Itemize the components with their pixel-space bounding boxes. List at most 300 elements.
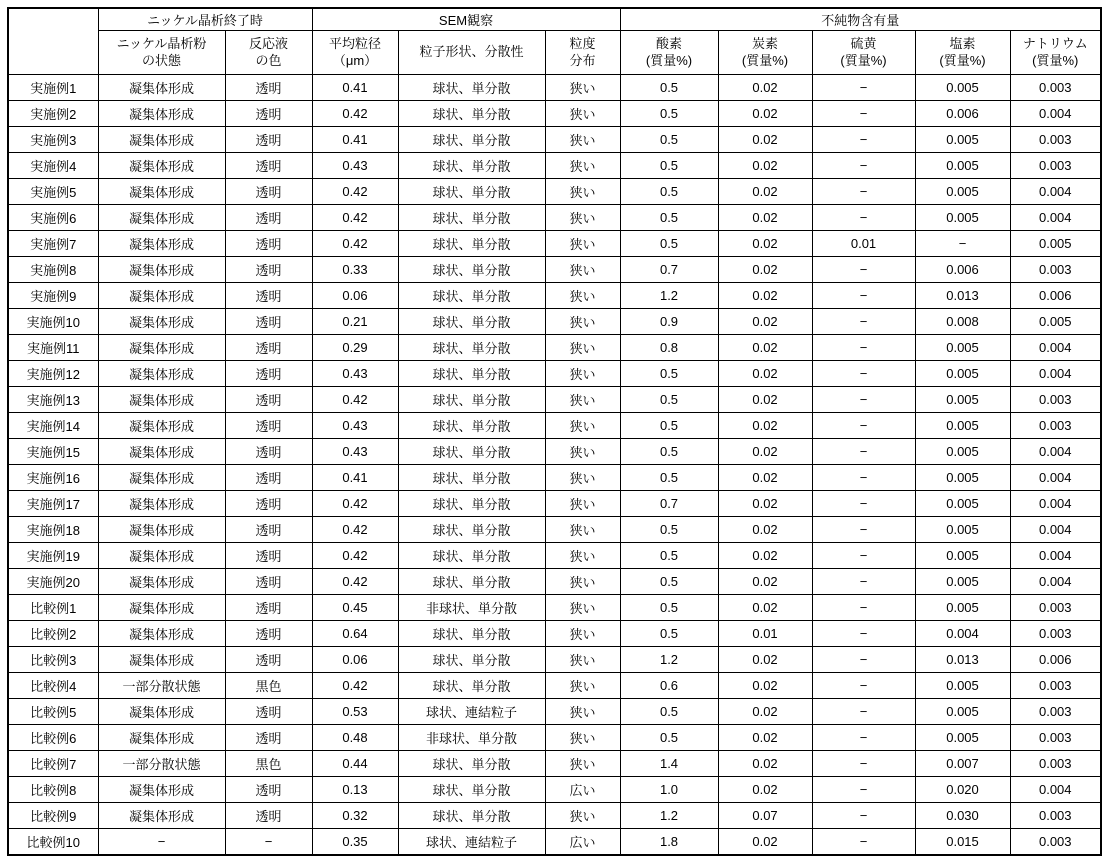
cell-size-distribution: 狭い [545,543,620,569]
cell-avg-particle-size: 0.44 [312,751,398,777]
cell-chlorine: 0.015 [915,829,1010,856]
row-label: 実施例19 [8,543,98,569]
cell-chlorine: 0.020 [915,777,1010,803]
column-header-oxygen [620,31,718,75]
cell-size-distribution: 狭い [545,75,620,101]
column-header-label: ニッケル晶析粉 [116,35,207,51]
cell-powder-state: 凝集体形成 [98,101,225,127]
cell-solution-color: 透明 [225,699,312,725]
cell-powder-state: 凝集体形成 [98,387,225,413]
cell-chlorine: 0.005 [915,595,1010,621]
cell-sulfur: − [812,517,915,543]
cell-oxygen: 0.5 [620,127,718,153]
cell-avg-particle-size: 0.06 [312,283,398,309]
row-label: 比較例1 [8,595,98,621]
column-header-label: 粒度 [569,35,596,51]
cell-size-distribution: 狭い [545,699,620,725]
table-row [8,699,1101,725]
cell-oxygen: 1.4 [620,751,718,777]
cell-particle-shape-dispersion: 球状、単分散 [398,257,545,283]
cell-powder-state: 凝集体形成 [98,205,225,231]
header-group-impurity-content: 不純物含有量 [620,8,1101,31]
cell-avg-particle-size: 0.48 [312,725,398,751]
cell-sodium: 0.003 [1010,413,1101,439]
cell-sodium: 0.005 [1010,231,1101,257]
cell-oxygen: 1.0 [620,777,718,803]
row-label: 実施例14 [8,413,98,439]
cell-carbon: 0.07 [718,803,812,829]
cell-sulfur: − [812,621,915,647]
cell-chlorine: 0.008 [915,309,1010,335]
cell-chlorine: 0.005 [915,75,1010,101]
cell-chlorine: 0.005 [915,335,1010,361]
cell-sodium: 0.004 [1010,465,1101,491]
cell-sulfur: 0.01 [812,231,915,257]
table-row [8,413,1101,439]
table-row [8,725,1101,751]
cell-avg-particle-size: 0.42 [312,491,398,517]
row-label: 比較例8 [8,777,98,803]
cell-sodium: 0.004 [1010,101,1101,127]
cell-carbon: 0.02 [718,387,812,413]
cell-powder-state: 凝集体形成 [98,231,225,257]
cell-solution-color: 透明 [225,283,312,309]
cell-solution-color: 透明 [225,413,312,439]
column-header-avg-particle-size [312,31,398,75]
cell-particle-shape-dispersion: 球状、単分散 [398,543,545,569]
cell-size-distribution: 狭い [545,205,620,231]
column-header-label: ナトリウム [1022,35,1088,51]
cell-carbon: 0.02 [718,647,812,673]
cell-size-distribution: 狭い [545,491,620,517]
cell-avg-particle-size: 0.06 [312,647,398,673]
cell-size-distribution: 広い [545,777,620,803]
cell-sulfur: − [812,335,915,361]
cell-particle-shape-dispersion: 球状、単分散 [398,101,545,127]
cell-solution-color: 透明 [225,179,312,205]
cell-chlorine: 0.005 [915,413,1010,439]
cell-oxygen: 0.5 [620,387,718,413]
cell-sulfur: − [812,127,915,153]
cell-solution-color: 透明 [225,439,312,465]
cell-size-distribution: 狭い [545,595,620,621]
cell-size-distribution: 狭い [545,257,620,283]
cell-sodium: 0.004 [1010,439,1101,465]
cell-oxygen: 0.8 [620,335,718,361]
cell-chlorine: 0.005 [915,673,1010,699]
column-header-chlorine [915,31,1010,75]
cell-carbon: 0.02 [718,439,812,465]
row-label: 比較例5 [8,699,98,725]
cell-sulfur: − [812,803,915,829]
column-header-label: の色 [255,52,282,68]
column-header-sodium [1010,31,1101,75]
cell-solution-color: 透明 [225,361,312,387]
column-header-sulfur [812,31,915,75]
table-row [8,543,1101,569]
cell-carbon: 0.02 [718,309,812,335]
cell-carbon: 0.02 [718,75,812,101]
cell-particle-shape-dispersion: 球状、単分散 [398,283,545,309]
table-row [8,491,1101,517]
column-header-size-distribution [545,31,620,75]
cell-particle-shape-dispersion: 球状、単分散 [398,387,545,413]
cell-powder-state: 凝集体形成 [98,595,225,621]
cell-carbon: 0.02 [718,283,812,309]
cell-size-distribution: 狭い [545,335,620,361]
cell-oxygen: 0.5 [620,439,718,465]
cell-sodium: 0.003 [1010,751,1101,777]
cell-sodium: 0.003 [1010,153,1101,179]
cell-particle-shape-dispersion: 球状、単分散 [398,491,545,517]
cell-size-distribution: 狭い [545,569,620,595]
cell-carbon: 0.02 [718,179,812,205]
cell-solution-color: 透明 [225,803,312,829]
column-header-label: (質量%) [840,52,887,68]
cell-carbon: 0.02 [718,491,812,517]
cell-solution-color: 透明 [225,491,312,517]
table-row [8,387,1101,413]
cell-powder-state: 凝集体形成 [98,413,225,439]
cell-carbon: 0.02 [718,569,812,595]
cell-powder-state: 一部分散状態 [98,673,225,699]
column-header-label: 炭素 [752,35,779,51]
cell-particle-shape-dispersion: 球状、単分散 [398,647,545,673]
table-row [8,569,1101,595]
table-row [8,75,1101,101]
cell-chlorine: 0.005 [915,205,1010,231]
cell-chlorine: 0.005 [915,153,1010,179]
table-row [8,751,1101,777]
cell-sulfur: − [812,777,915,803]
cell-sodium: 0.003 [1010,699,1101,725]
table-row [8,335,1101,361]
cell-sodium: 0.006 [1010,283,1101,309]
cell-powder-state: 凝集体形成 [98,647,225,673]
cell-chlorine: 0.006 [915,101,1010,127]
row-label: 実施例13 [8,387,98,413]
column-header-label: (質量%) [645,52,693,68]
cell-carbon: 0.02 [718,153,812,179]
cell-particle-shape-dispersion: 球状、単分散 [398,465,545,491]
cell-carbon: 0.02 [718,205,812,231]
cell-solution-color: 透明 [225,569,312,595]
cell-oxygen: 0.5 [620,231,718,257]
row-label: 実施例7 [8,231,98,257]
cell-powder-state: 凝集体形成 [98,777,225,803]
cell-sulfur: − [812,387,915,413]
cell-oxygen: 0.9 [620,309,718,335]
cell-carbon: 0.02 [718,413,812,439]
cell-oxygen: 1.2 [620,283,718,309]
cell-particle-shape-dispersion: 球状、単分散 [398,439,545,465]
column-header-label: 酸素 [656,35,683,51]
cell-particle-shape-dispersion: 球状、連結粒子 [398,699,545,725]
cell-chlorine: 0.005 [915,491,1010,517]
cell-avg-particle-size: 0.42 [312,543,398,569]
row-label: 比較例6 [8,725,98,751]
cell-size-distribution: 狭い [545,413,620,439]
cell-powder-state: 凝集体形成 [98,179,225,205]
row-label: 実施例6 [8,205,98,231]
cell-avg-particle-size: 0.21 [312,309,398,335]
table-row [8,101,1101,127]
table-row [8,205,1101,231]
cell-size-distribution: 狭い [545,465,620,491]
cell-avg-particle-size: 0.53 [312,699,398,725]
cell-particle-shape-dispersion: 球状、単分散 [398,413,545,439]
cell-powder-state: 凝集体形成 [98,803,225,829]
row-label: 実施例16 [8,465,98,491]
cell-solution-color: 透明 [225,647,312,673]
cell-avg-particle-size: 0.32 [312,803,398,829]
cell-particle-shape-dispersion: 球状、単分散 [398,205,545,231]
cell-powder-state: 凝集体形成 [98,257,225,283]
row-label: 実施例5 [8,179,98,205]
cell-oxygen: 0.5 [620,75,718,101]
cell-avg-particle-size: 0.42 [312,101,398,127]
cell-oxygen: 0.5 [620,569,718,595]
cell-chlorine: 0.005 [915,699,1010,725]
cell-chlorine: 0.005 [915,543,1010,569]
cell-size-distribution: 狭い [545,673,620,699]
cell-powder-state: 凝集体形成 [98,309,225,335]
cell-solution-color: 透明 [225,621,312,647]
column-header-powder-state [98,31,225,75]
cell-chlorine: 0.005 [915,517,1010,543]
cell-sodium: 0.004 [1010,361,1101,387]
cell-size-distribution: 狭い [545,751,620,777]
cell-sulfur: − [812,647,915,673]
cell-chlorine: 0.007 [915,751,1010,777]
cell-particle-shape-dispersion: 球状、単分散 [398,673,545,699]
row-label: 比較例4 [8,673,98,699]
cell-solution-color: 透明 [225,517,312,543]
cell-powder-state: 凝集体形成 [98,699,225,725]
results-table-body [8,75,1101,856]
cell-solution-color: 透明 [225,777,312,803]
cell-sulfur: − [812,673,915,699]
cell-oxygen: 1.2 [620,647,718,673]
cell-size-distribution: 狭い [545,361,620,387]
cell-avg-particle-size: 0.42 [312,569,398,595]
cell-particle-shape-dispersion: 球状、連結粒子 [398,829,545,856]
cell-particle-shape-dispersion: 球状、単分散 [398,361,545,387]
cell-chlorine: 0.004 [915,621,1010,647]
cell-avg-particle-size: 0.42 [312,231,398,257]
cell-carbon: 0.02 [718,231,812,257]
cell-chlorine: 0.006 [915,257,1010,283]
cell-sulfur: − [812,569,915,595]
cell-powder-state: 凝集体形成 [98,517,225,543]
cell-sulfur: − [812,101,915,127]
results-table [7,7,1102,856]
cell-avg-particle-size: 0.35 [312,829,398,856]
cell-oxygen: 1.8 [620,829,718,856]
cell-size-distribution: 狭い [545,179,620,205]
cell-sulfur: − [812,543,915,569]
row-label: 比較例10 [8,829,98,856]
cell-solution-color: 透明 [225,309,312,335]
cell-powder-state: 凝集体形成 [98,153,225,179]
cell-sodium: 0.003 [1010,803,1101,829]
cell-sodium: 0.005 [1010,309,1101,335]
cell-solution-color: 透明 [225,465,312,491]
cell-chlorine: 0.013 [915,283,1010,309]
column-header-label: (質量%) [939,52,986,68]
row-label: 比較例9 [8,803,98,829]
cell-solution-color: 透明 [225,127,312,153]
cell-sodium: 0.003 [1010,621,1101,647]
cell-sodium: 0.003 [1010,75,1101,101]
cell-oxygen: 0.7 [620,491,718,517]
cell-particle-shape-dispersion: 球状、単分散 [398,179,545,205]
row-label: 実施例2 [8,101,98,127]
cell-sulfur: − [812,205,915,231]
cell-avg-particle-size: 0.42 [312,517,398,543]
cell-sodium: 0.004 [1010,543,1101,569]
row-label: 実施例4 [8,153,98,179]
cell-oxygen: 0.7 [620,257,718,283]
cell-sodium: 0.003 [1010,127,1101,153]
cell-solution-color: 透明 [225,725,312,751]
cell-carbon: 0.02 [718,127,812,153]
cell-carbon: 0.01 [718,621,812,647]
row-label: 実施例15 [8,439,98,465]
cell-sodium: 0.006 [1010,647,1101,673]
cell-chlorine: 0.013 [915,647,1010,673]
table-row [8,829,1101,856]
cell-avg-particle-size: 0.13 [312,777,398,803]
cell-avg-particle-size: 0.43 [312,361,398,387]
cell-particle-shape-dispersion: 球状、単分散 [398,751,545,777]
cell-powder-state: 凝集体形成 [98,543,225,569]
table-row [8,257,1101,283]
cell-size-distribution: 狭い [545,621,620,647]
cell-sulfur: − [812,361,915,387]
cell-powder-state: 凝集体形成 [98,465,225,491]
cell-solution-color: 透明 [225,205,312,231]
cell-sulfur: − [812,413,915,439]
cell-solution-color: 透明 [225,75,312,101]
cell-solution-color: 黒色 [225,751,312,777]
table-row [8,127,1101,153]
header-column-row [8,31,1101,75]
cell-sulfur: − [812,439,915,465]
cell-carbon: 0.02 [718,257,812,283]
row-label: 実施例17 [8,491,98,517]
cell-carbon: 0.02 [718,101,812,127]
cell-sulfur: − [812,699,915,725]
cell-sodium: 0.003 [1010,257,1101,283]
corner-cell [8,8,98,75]
cell-size-distribution: 狭い [545,283,620,309]
cell-sulfur: − [812,465,915,491]
cell-sulfur: − [812,153,915,179]
cell-particle-shape-dispersion: 球状、単分散 [398,803,545,829]
cell-sulfur: − [812,829,915,856]
cell-powder-state: 凝集体形成 [98,439,225,465]
cell-sodium: 0.004 [1010,179,1101,205]
cell-particle-shape-dispersion: 球状、単分散 [398,777,545,803]
column-header-label: 粒子形状、分散性 [419,44,524,60]
cell-avg-particle-size: 0.41 [312,75,398,101]
table-header [8,8,1101,75]
cell-avg-particle-size: 0.42 [312,673,398,699]
cell-particle-shape-dispersion: 球状、単分散 [398,517,545,543]
cell-size-distribution: 狭い [545,803,620,829]
cell-oxygen: 0.5 [620,595,718,621]
table-row [8,803,1101,829]
cell-carbon: 0.02 [718,673,812,699]
cell-sodium: 0.004 [1010,491,1101,517]
cell-particle-shape-dispersion: 球状、単分散 [398,621,545,647]
cell-size-distribution: 狭い [545,231,620,257]
cell-sodium: 0.004 [1010,205,1101,231]
cell-oxygen: 0.5 [620,725,718,751]
cell-carbon: 0.02 [718,699,812,725]
column-header-label: 分布 [569,52,596,68]
cell-chlorine: − [915,231,1010,257]
row-label: 実施例3 [8,127,98,153]
cell-oxygen: 1.2 [620,803,718,829]
cell-carbon: 0.02 [718,777,812,803]
header-group-sem-observation: SEM観察 [312,8,620,31]
cell-avg-particle-size: 0.42 [312,205,398,231]
cell-size-distribution: 狭い [545,647,620,673]
column-header-label: (質量%) [1032,52,1079,68]
cell-solution-color: 透明 [225,595,312,621]
cell-particle-shape-dispersion: 球状、単分散 [398,127,545,153]
cell-particle-shape-dispersion: 球状、単分散 [398,569,545,595]
table-row [8,179,1101,205]
cell-size-distribution: 狭い [545,725,620,751]
cell-carbon: 0.02 [718,361,812,387]
cell-avg-particle-size: 0.43 [312,413,398,439]
cell-solution-color: − [225,829,312,856]
cell-size-distribution: 広い [545,829,620,856]
header-group-nickel-crystallization: ニッケル晶析終了時 [98,8,312,31]
cell-chlorine: 0.005 [915,569,1010,595]
cell-chlorine: 0.005 [915,179,1010,205]
cell-oxygen: 0.5 [620,179,718,205]
cell-size-distribution: 狭い [545,153,620,179]
cell-sodium: 0.003 [1010,725,1101,751]
cell-sulfur: − [812,257,915,283]
cell-sodium: 0.004 [1010,517,1101,543]
row-label: 実施例20 [8,569,98,595]
cell-chlorine: 0.005 [915,439,1010,465]
column-header-label: 塩素 [949,35,976,51]
cell-solution-color: 黒色 [225,673,312,699]
header-group-row [8,8,1101,31]
cell-solution-color: 透明 [225,387,312,413]
cell-size-distribution: 狭い [545,517,620,543]
cell-solution-color: 透明 [225,231,312,257]
table-row [8,777,1101,803]
cell-sulfur: − [812,179,915,205]
cell-avg-particle-size: 0.43 [312,153,398,179]
cell-size-distribution: 狭い [545,439,620,465]
cell-oxygen: 0.5 [620,465,718,491]
cell-solution-color: 透明 [225,257,312,283]
table-row [8,283,1101,309]
cell-powder-state: 凝集体形成 [98,725,225,751]
cell-avg-particle-size: 0.41 [312,465,398,491]
cell-particle-shape-dispersion: 非球状、単分散 [398,725,545,751]
cell-oxygen: 0.5 [620,543,718,569]
cell-avg-particle-size: 0.33 [312,257,398,283]
